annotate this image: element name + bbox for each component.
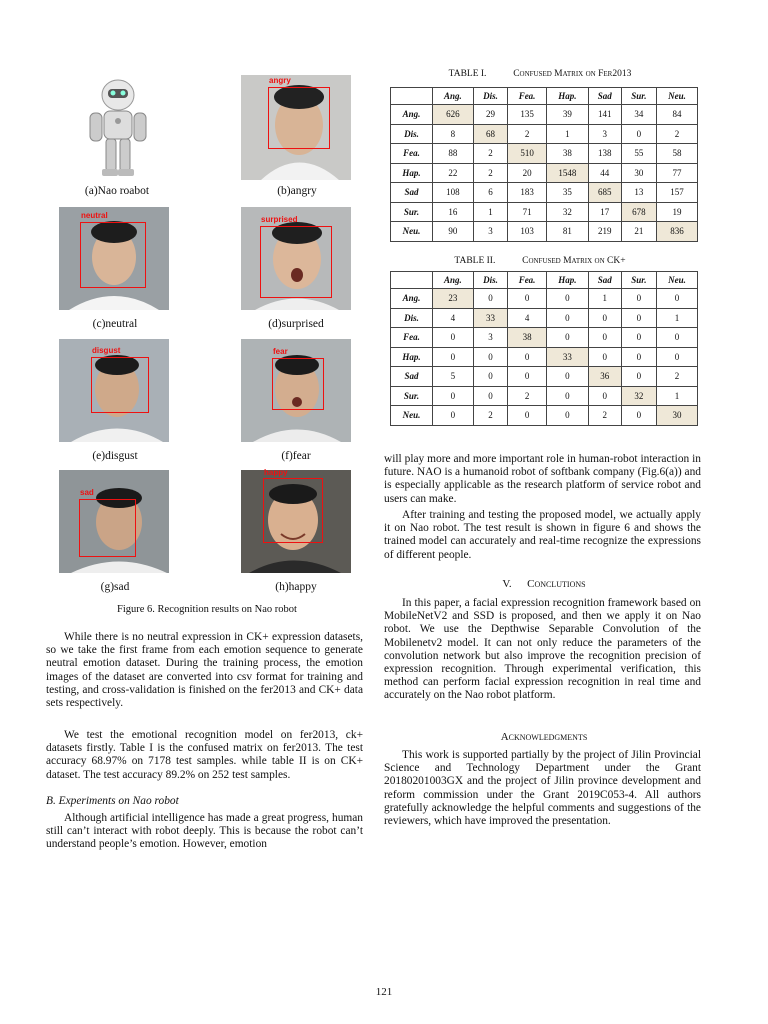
table-cell: 138 <box>588 144 621 164</box>
column-header: Dis. <box>473 272 507 289</box>
table-cell: 1 <box>588 289 621 309</box>
table-cell: 58 <box>657 144 698 164</box>
table-cell: 6 <box>473 183 507 203</box>
table-cell: 3 <box>473 328 507 348</box>
table-1-number: TABLE I. <box>448 69 487 79</box>
detection-box-disgust <box>91 357 149 413</box>
table-cell: 0 <box>621 289 656 309</box>
table-row <box>391 328 698 348</box>
row-header: Neu. <box>391 222 433 242</box>
table-cell: 2 <box>508 386 547 406</box>
table-cell: 0 <box>473 289 507 309</box>
column-header: Sad <box>588 88 621 105</box>
table-cell: 157 <box>657 183 698 203</box>
row-header: Hap. <box>391 163 433 183</box>
table-cell: 0 <box>432 347 473 367</box>
figure-6-caption: Figure 6. Recognition results on Nao robot <box>117 604 297 615</box>
table-cell: 2 <box>473 144 507 164</box>
row-header: Ang. <box>391 105 433 125</box>
table-cell: 0 <box>621 308 656 328</box>
table-cell: 32 <box>621 386 656 406</box>
table-cell: 0 <box>546 328 588 348</box>
page-number: 121 <box>375 986 393 998</box>
row-header: Ang. <box>391 289 433 309</box>
table-cell: 0 <box>588 308 621 328</box>
table-row <box>391 347 698 367</box>
table-cell: 0 <box>508 406 547 426</box>
detection-label-fear: fear <box>273 347 288 356</box>
paragraph-test-results: We test the emotional recognition model on fer2013, ck+ datasets firstly. Table I is the confused matrix on fer2013. The test accuracy 68.97% on 7178 test samples. while table II is on CK+ dataset. The test accuracy 89.2% on 252 test samples. <box>46 729 363 781</box>
table-2-confusion-matrix <box>390 271 698 426</box>
table-cell: 16 <box>432 202 473 222</box>
table-cell: 510 <box>508 144 547 164</box>
figure-caption-g: (g)sad <box>100 581 130 593</box>
table-cell: 0 <box>657 289 698 309</box>
table-row <box>391 386 698 406</box>
table-cell: 141 <box>588 105 621 125</box>
figure-caption-e: (e)disgust <box>92 450 138 462</box>
detection-box-neutral <box>80 222 146 288</box>
column-header: Hap. <box>546 88 588 105</box>
table-cell: 13 <box>621 183 656 203</box>
table-cell: 0 <box>657 347 698 367</box>
paragraph-nao-intro: will play more and more important role in human-robot interaction in future. NAO is a humanoid robot of softbank company (Fig.6(a)) and is especially applicable as the research platform of service robot and users can make. <box>384 453 701 505</box>
table-cell: 88 <box>432 144 473 164</box>
table-2-caption: Confused Matrix on CK+ <box>522 256 626 266</box>
table-cell: 29 <box>473 105 507 125</box>
table-cell: 626 <box>432 105 473 125</box>
table-row <box>391 105 698 125</box>
row-header: Neu. <box>391 406 433 426</box>
table-cell: 1548 <box>546 163 588 183</box>
table-cell: 68 <box>473 124 507 144</box>
section-v-number: V. <box>502 578 512 590</box>
table-cell: 4 <box>508 308 547 328</box>
table-cell: 0 <box>621 328 656 348</box>
table-cell: 0 <box>508 347 547 367</box>
table-cell: 77 <box>657 163 698 183</box>
table-row <box>391 289 698 309</box>
row-header: Hap. <box>391 347 433 367</box>
table-cell: 0 <box>657 328 698 348</box>
detection-box-angry <box>268 87 330 149</box>
detection-label-angry: angry <box>269 76 291 85</box>
table-cell: 0 <box>588 347 621 367</box>
table-row <box>391 183 698 203</box>
table-row <box>391 406 698 426</box>
column-header: Neu. <box>657 272 698 289</box>
table-cell: 2 <box>657 367 698 387</box>
table-cell: 0 <box>546 406 588 426</box>
detection-label-neutral: neutral <box>81 211 108 220</box>
table-cell: 108 <box>432 183 473 203</box>
table-cell: 836 <box>657 222 698 242</box>
row-header: Sad <box>391 367 433 387</box>
table-cell: 21 <box>621 222 656 242</box>
table-cell: 33 <box>546 347 588 367</box>
detection-box-surprised <box>260 226 332 298</box>
detection-label-disgust: disgust <box>92 346 121 355</box>
table-2-number: TABLE II. <box>454 256 496 266</box>
row-header: Sur. <box>391 202 433 222</box>
table-cell: 0 <box>546 386 588 406</box>
table-cell: 0 <box>588 386 621 406</box>
figure-caption-a: (a)Nao roabot <box>84 185 150 197</box>
figure-caption-c: (c)neutral <box>92 318 138 330</box>
table-cell: 183 <box>508 183 547 203</box>
row-header: Fea. <box>391 144 433 164</box>
table-row <box>391 124 698 144</box>
table-cell: 0 <box>473 347 507 367</box>
table-cell: 0 <box>546 289 588 309</box>
table-cell: 0 <box>473 386 507 406</box>
table-cell: 36 <box>588 367 621 387</box>
table-cell: 678 <box>621 202 656 222</box>
table-cell: 1 <box>657 308 698 328</box>
detection-box-happy <box>263 478 323 543</box>
table-cell: 38 <box>546 144 588 164</box>
table-1-title <box>390 69 690 79</box>
table-cell: 23 <box>432 289 473 309</box>
table-cell: 0 <box>508 289 547 309</box>
table-row <box>391 202 698 222</box>
detection-label-happy: happy <box>264 468 288 477</box>
table-cell: 685 <box>588 183 621 203</box>
table-cell: 0 <box>588 328 621 348</box>
table-cell: 17 <box>588 202 621 222</box>
table-cell: 0 <box>621 347 656 367</box>
table-1-corner <box>391 88 433 105</box>
column-header: Neu. <box>657 88 698 105</box>
detection-box-fear <box>272 358 324 410</box>
table-cell: 0 <box>473 367 507 387</box>
table-cell: 2 <box>588 406 621 426</box>
paragraph-apply-nao: After training and testing the proposed model, we actually apply it on Nao robot. The test result is shown in figure 6 and shows the trained model can accurately and real-time recognize the expressions of different people. <box>384 509 701 561</box>
table-cell: 0 <box>621 406 656 426</box>
table-cell: 3 <box>473 222 507 242</box>
table-cell: 103 <box>508 222 547 242</box>
table-row <box>391 222 698 242</box>
table-cell: 4 <box>432 308 473 328</box>
section-v-heading <box>384 578 704 590</box>
table-cell: 1 <box>546 124 588 144</box>
table-cell: 34 <box>621 105 656 125</box>
row-header: Sur. <box>391 386 433 406</box>
section-v-title: Conclutions <box>527 578 586 590</box>
figure-caption-d: (d)surprised <box>268 318 324 330</box>
table-cell: 20 <box>508 163 547 183</box>
table-2-corner <box>391 272 433 289</box>
table-cell: 2 <box>508 124 547 144</box>
table-cell: 84 <box>657 105 698 125</box>
nao-robot-photo <box>78 75 158 180</box>
table-cell: 219 <box>588 222 621 242</box>
table-2-title <box>390 256 690 266</box>
table-row <box>391 144 698 164</box>
figure-caption-b: (b)angry <box>277 185 317 197</box>
table-cell: 135 <box>508 105 547 125</box>
table-1-confusion-matrix <box>390 87 698 242</box>
detection-box-sad <box>79 499 136 557</box>
table-row <box>391 308 698 328</box>
row-header: Dis. <box>391 308 433 328</box>
column-header: Ang. <box>432 88 473 105</box>
column-header: Sur. <box>621 88 656 105</box>
table-cell: 44 <box>588 163 621 183</box>
table-cell: 30 <box>621 163 656 183</box>
table-cell: 71 <box>508 202 547 222</box>
table-cell: 38 <box>508 328 547 348</box>
table-cell: 90 <box>432 222 473 242</box>
detection-label-surprised: surprised <box>261 215 298 224</box>
table-cell: 0 <box>432 406 473 426</box>
table-cell: 0 <box>432 386 473 406</box>
table-cell: 0 <box>508 367 547 387</box>
figure-caption-h: (h)happy <box>275 581 317 593</box>
table-cell: 0 <box>546 367 588 387</box>
column-header: Fea. <box>508 272 547 289</box>
table-cell: 81 <box>546 222 588 242</box>
table-cell: 55 <box>621 144 656 164</box>
table-cell: 19 <box>657 202 698 222</box>
table-cell: 30 <box>657 406 698 426</box>
table-row <box>391 367 698 387</box>
table-cell: 32 <box>546 202 588 222</box>
table-cell: 0 <box>621 367 656 387</box>
table-cell: 0 <box>432 328 473 348</box>
table-cell: 0 <box>546 308 588 328</box>
paragraph-acknowledgments: This work is supported partially by the project of Jilin Provincial Science and Technology Department under the Grant 20180201003GX and the project of Jilin province development and reform commission under the Grant 2019C053-4. All authors gratefully acknowledge the helpful comments and suggestions of the reviewers, which have improved the presentation. <box>384 749 701 828</box>
column-header: Fea. <box>508 88 547 105</box>
figure-caption-f: (f)fear <box>281 450 311 462</box>
column-header: Hap. <box>546 272 588 289</box>
table-cell: 8 <box>432 124 473 144</box>
table-cell: 1 <box>657 386 698 406</box>
table-cell: 35 <box>546 183 588 203</box>
table-cell: 33 <box>473 308 507 328</box>
row-header: Fea. <box>391 328 433 348</box>
table-1-caption: Confused Matrix on Fer2013 <box>513 69 632 79</box>
table-cell: 1 <box>473 202 507 222</box>
column-header: Sad <box>588 272 621 289</box>
table-cell: 3 <box>588 124 621 144</box>
paragraph-neutral-dataset: While there is no neutral expression in CK+ expression datasets, so we take the first frame from each emotion sequence to generate neutral emotion dataset. During the training process, the emotion images of the dataset are converted into csv format for training and testing, and cross-validation is finished on the fer2013 and CK+ data sets respectively. <box>46 631 363 710</box>
paragraph-nao-experiments: Although artificial intelligence has made a great progress, human still can’t interact with robot deeply. This is because the robot can’t understand people’s emotion. However, emotion <box>46 812 363 851</box>
acknowledgments-heading: Acknowledgments <box>500 731 588 743</box>
table-cell: 39 <box>546 105 588 125</box>
table-cell: 2 <box>473 406 507 426</box>
row-header: Sad <box>391 183 433 203</box>
row-header: Dis. <box>391 124 433 144</box>
table-cell: 2 <box>657 124 698 144</box>
table-row <box>391 163 698 183</box>
table-cell: 0 <box>621 124 656 144</box>
column-header: Sur. <box>621 272 656 289</box>
detection-label-sad: sad <box>80 488 94 497</box>
paragraph-conclusions: In this paper, a facial expression recognition framework based on MobileNetV2 and SSD is proposed, and then we apply it on Nao robot. We use the Depthwise Separable Convolution of the Mobilenetv2 model. It can not only reduce the parameters of the convolution network but also improve the recognition precision of expression recognition. Through experimental verification, this method can perform facial expression recognition in real time and accurately on the Nao robot platform. <box>384 597 701 702</box>
table-cell: 2 <box>473 163 507 183</box>
table-cell: 22 <box>432 163 473 183</box>
column-header: Ang. <box>432 272 473 289</box>
subsection-heading-b: B. Experiments on Nao robot <box>46 795 179 807</box>
column-header: Dis. <box>473 88 507 105</box>
table-cell: 5 <box>432 367 473 387</box>
